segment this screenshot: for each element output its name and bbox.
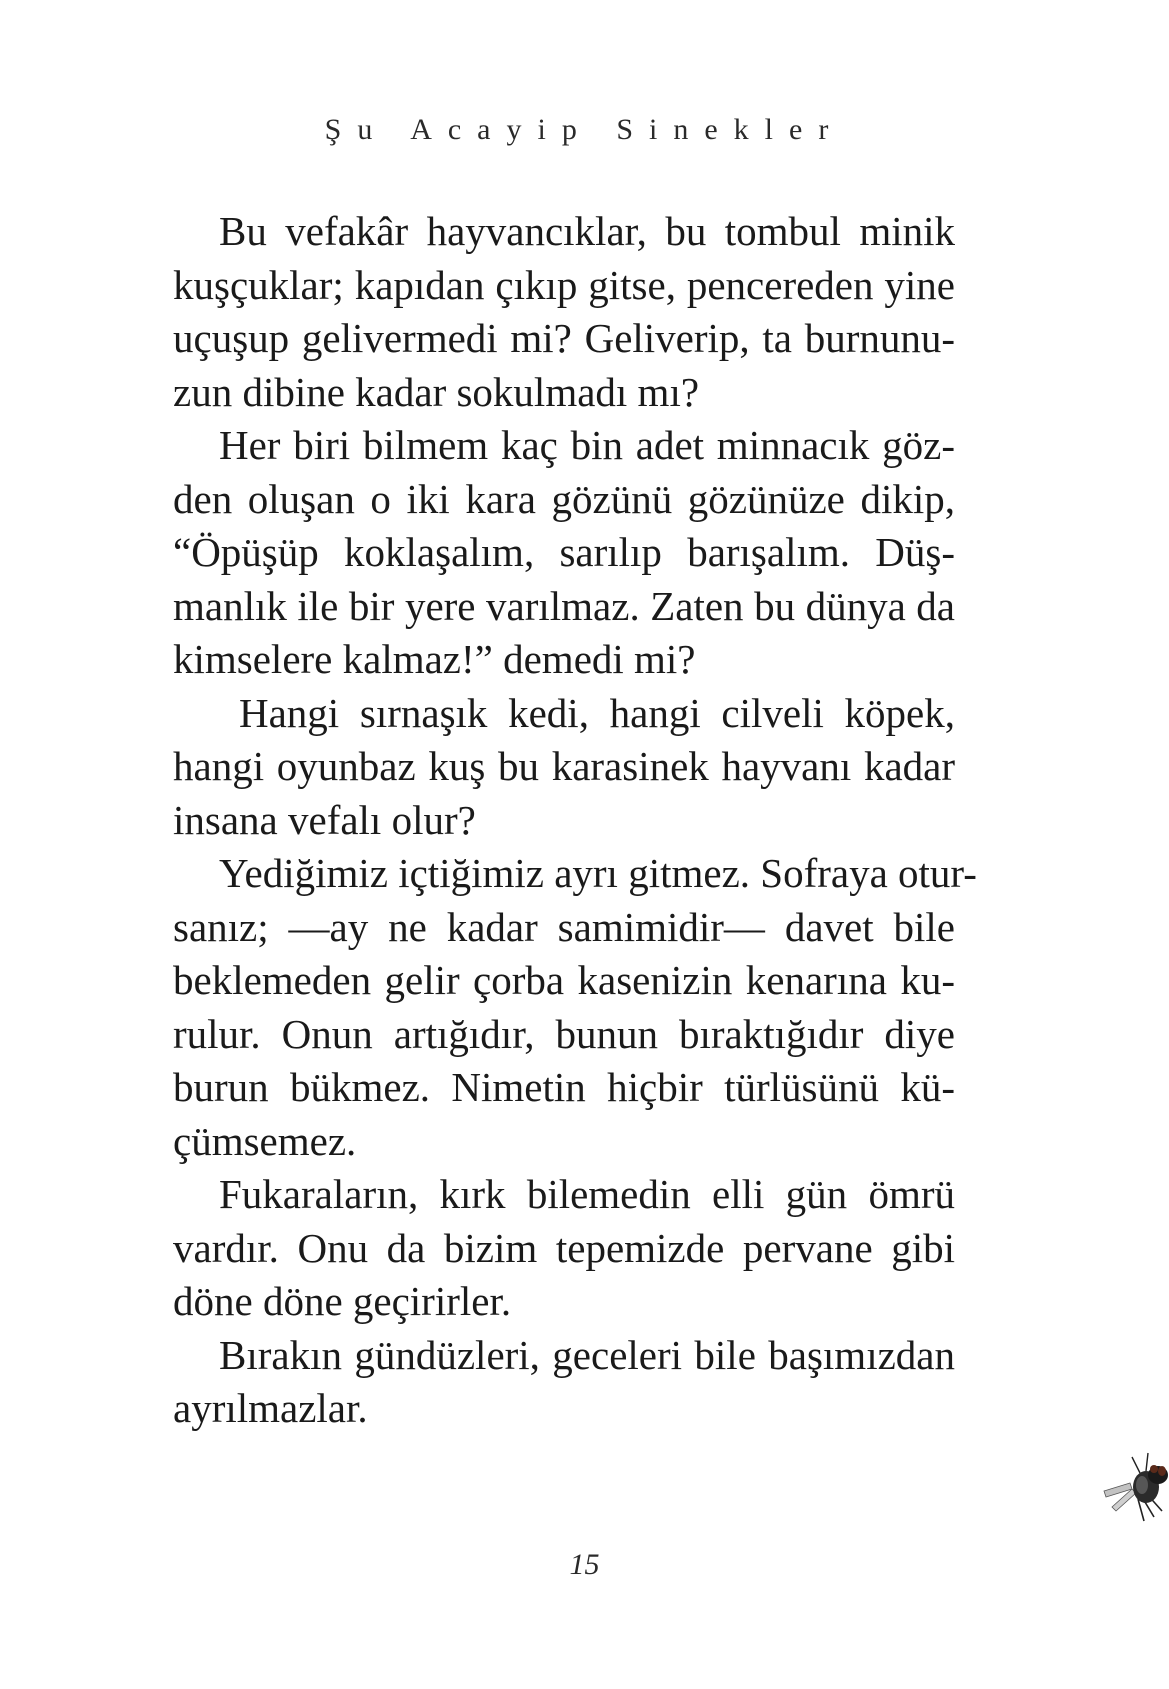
text-line: döne döne geçirirler. <box>173 1278 512 1324</box>
paragraph <box>173 205 955 419</box>
text-line: Bırakın gündüzleri, geceleri bile başımızdan <box>219 1331 955 1378</box>
text-line: çümsemez. <box>173 1117 357 1164</box>
text-line: ayrılmazlar. <box>173 1385 368 1431</box>
text-line: burun bükmez. Nimetin hiçbir türlüsünü kü- <box>173 1064 955 1110</box>
running-head: Şu Acayip Sinekler <box>324 113 845 146</box>
text-line: “Öpüşüp koklaşalım, sarılıp barışalım. Düş- <box>173 529 955 575</box>
paragraph <box>173 1329 955 1436</box>
text-line: Hangi sırnaşık kedi, hangi cilveli köpek, <box>239 689 955 736</box>
text-line: kuşçuklar; kapıdan çıkıp gitse, pencereden yine <box>173 261 955 308</box>
text-line: uçuşup gelivermedi mi? Geliverip, ta burnunu- <box>173 315 955 361</box>
text-line: Bu vefakâr hayvancıklar, bu tombul minik <box>219 208 955 254</box>
text-line: beklemeden gelir çorba kasenizin kenarına ku- <box>173 957 955 1003</box>
text-line: den oluşan o iki kara gözünü gözünüze dikip, <box>173 475 955 522</box>
page-number: 15 <box>569 1548 600 1581</box>
text-line: kimselere kalmaz!” demedi mi? <box>173 636 696 682</box>
text-line: rulur. Onun artığıdır, bunun bıraktığıdır diye <box>173 1010 955 1057</box>
body-text <box>173 205 977 1436</box>
text-line: vardır. Onu da bizim tepemizde pervane gibi <box>173 1224 955 1271</box>
fly-icon <box>1102 1445 1169 1525</box>
paragraph <box>173 1168 955 1329</box>
text-line: Her biri bilmem kaç bin adet minnacık göz- <box>219 422 955 468</box>
paragraph <box>173 687 955 848</box>
text-line: Yediğimiz içtiğimiz ayrı gitmez. Sofraya otur- <box>219 850 977 896</box>
text-line: insana vefalı olur? <box>173 796 476 843</box>
text-line: Fukaraların, kırk bilemedin elli gün ömrü <box>219 1171 955 1217</box>
paragraph <box>173 847 977 1168</box>
text-line: manlık ile bir yere varılmaz. Zaten bu dünya da <box>173 582 955 629</box>
text-line: sanız; —ay ne kadar samimidir— davet bile <box>173 903 955 950</box>
paragraph <box>173 419 955 687</box>
text-line: zun dibine kadar sokulmadı mı? <box>173 368 700 415</box>
text-line: hangi oyunbaz kuş bu karasinek hayvanı kadar <box>173 743 955 789</box>
